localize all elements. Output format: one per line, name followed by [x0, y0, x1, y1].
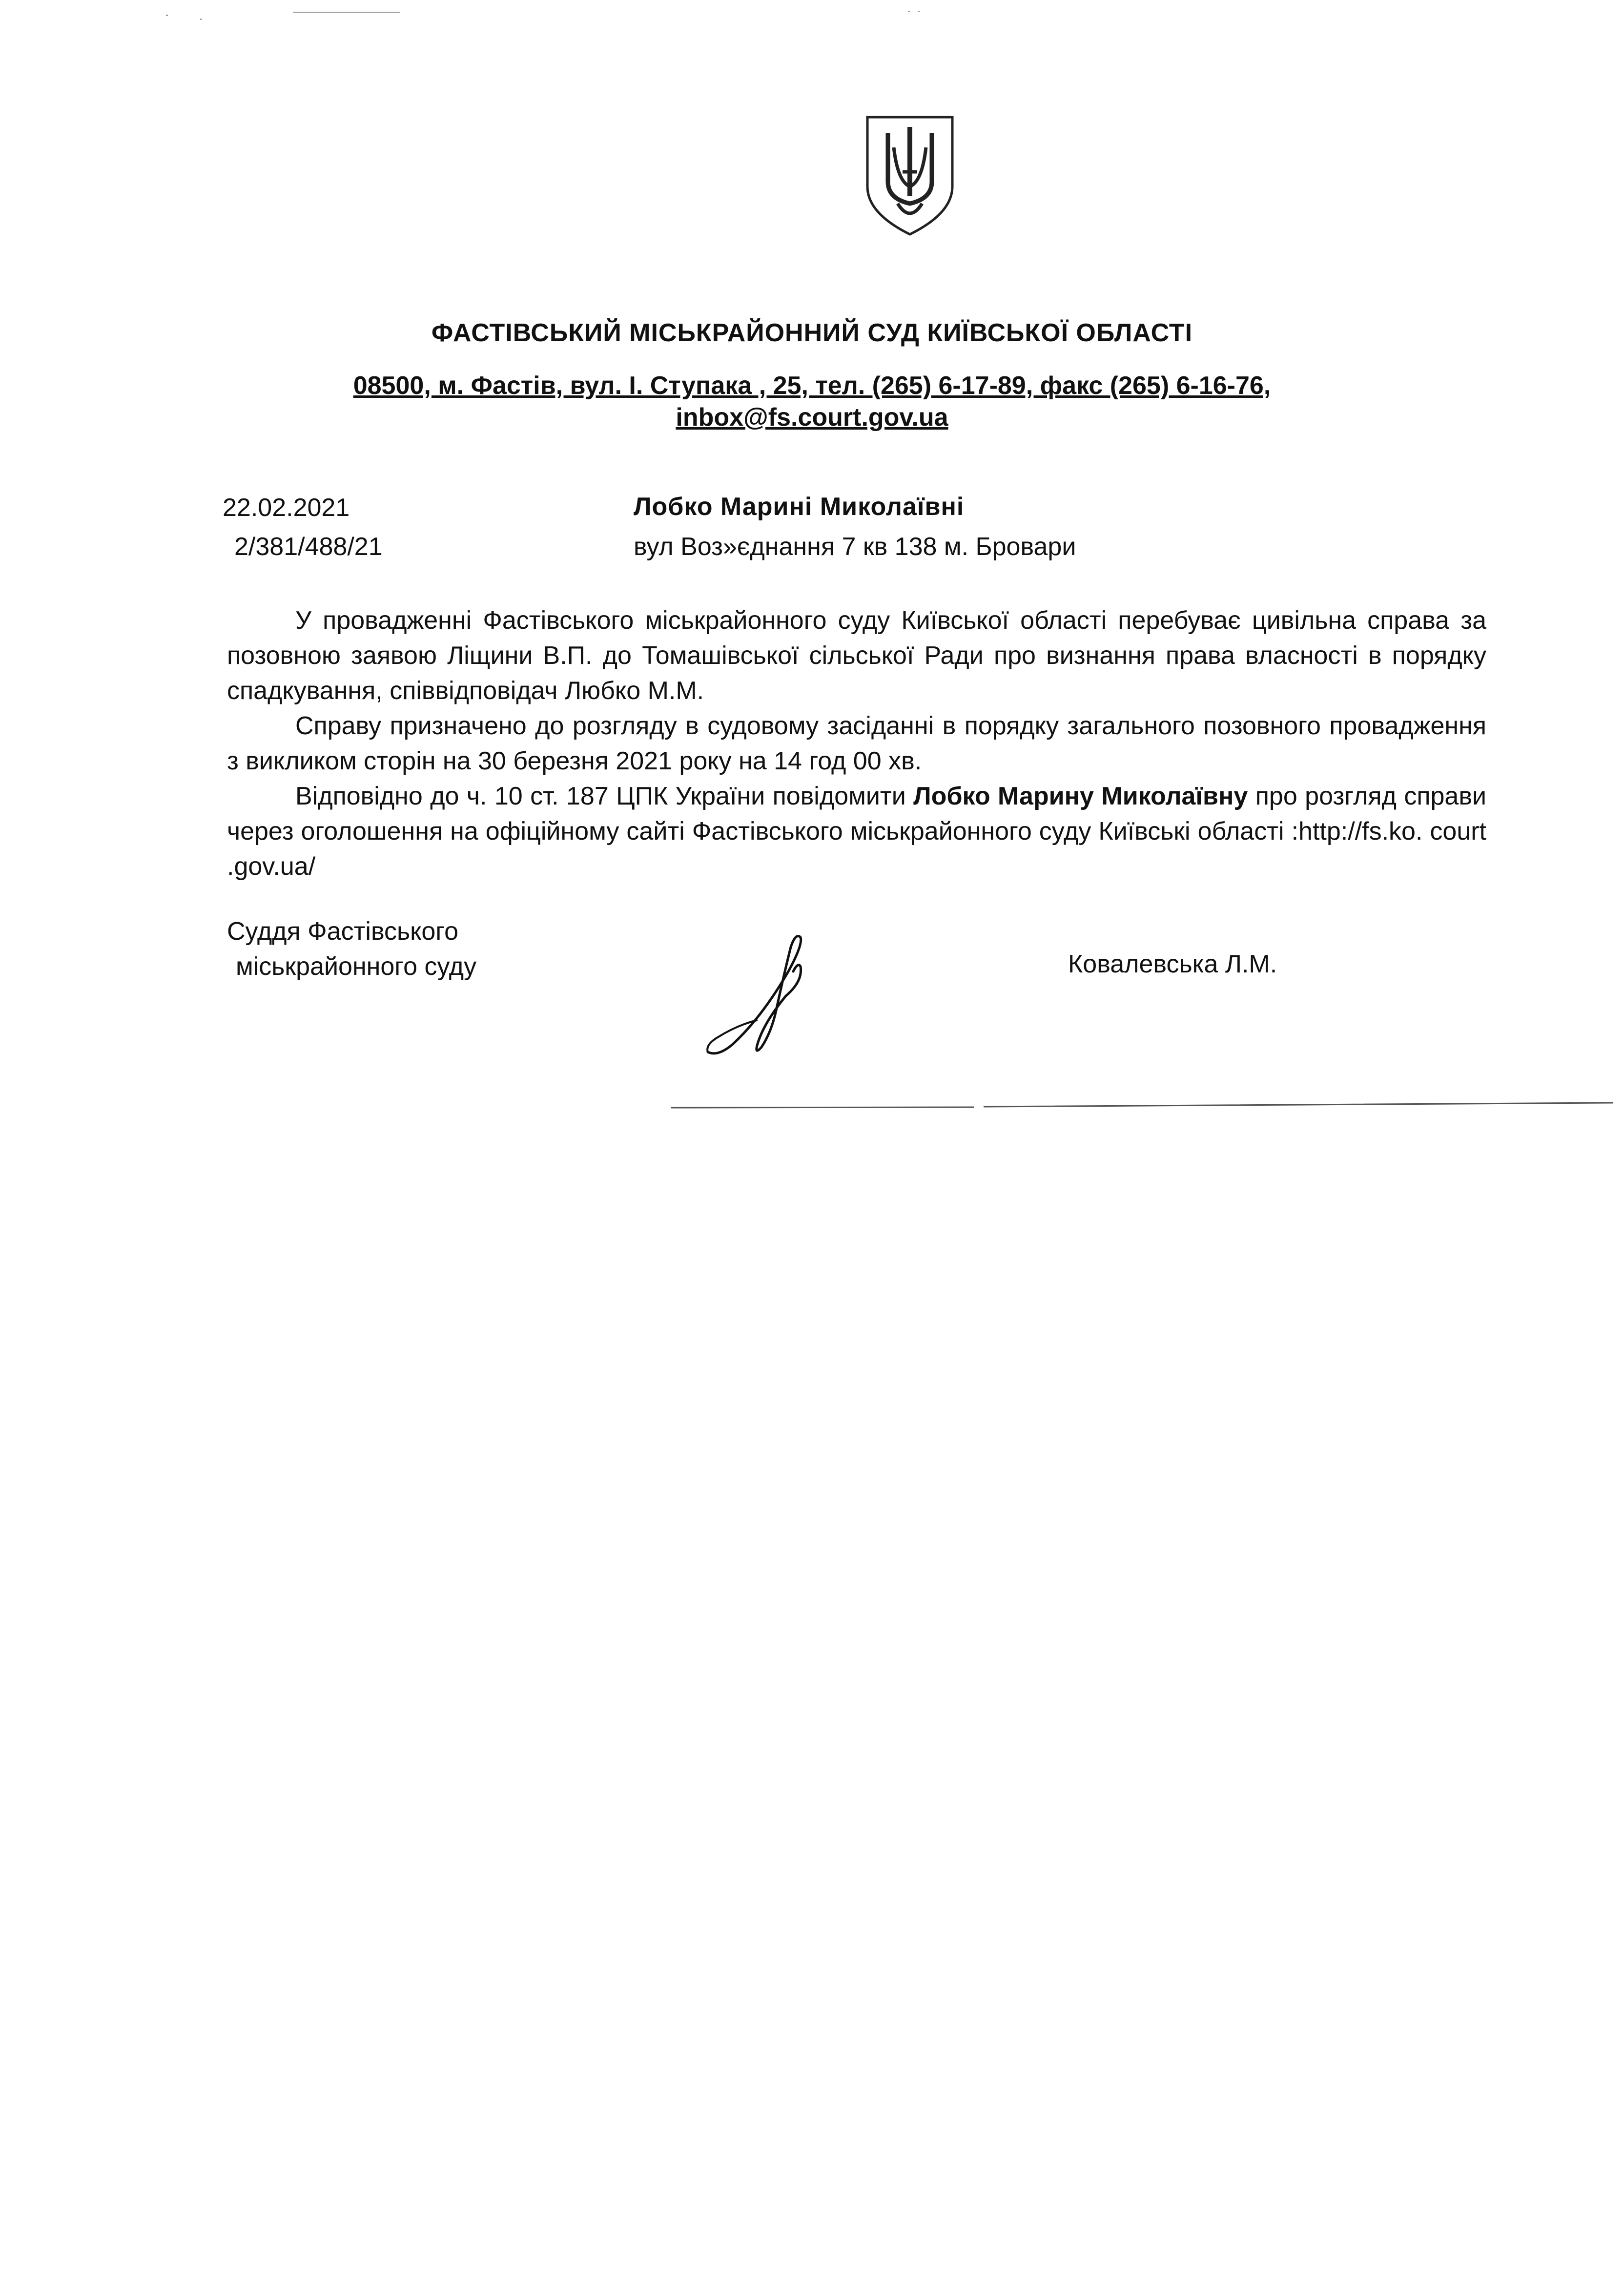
- body-paragraph-3: [227, 779, 1486, 884]
- recipient-name: Лобко Марині Миколаївні: [634, 493, 965, 521]
- handwritten-signature: [703, 928, 820, 1059]
- coat-of-arms-icon: [863, 113, 956, 238]
- notified-person-name: Лобко Марину Миколаївну: [913, 782, 1248, 810]
- body-paragraph-3-start: Відповідно до ч. 10 ст. 187 ЦПК України повідомити: [295, 782, 914, 810]
- letter-body: [227, 603, 1486, 884]
- judge-title-line-2: міськрайонного суду: [236, 952, 477, 981]
- scan-artifact-line: [671, 1101, 1613, 1111]
- court-address: 08500, м. Фастів, вул. І. Ступака , 25, тел. (265) 6-17-89, факс (265) 6-16-76,: [353, 372, 1271, 400]
- document-date: 22.02.2021: [223, 494, 350, 522]
- scan-noise: [0, 0, 1624, 29]
- body-paragraph-2: Справу призначено до розгляду в судовому засіданні в порядку загального позовного провадження з викликом сторін на 30 березня 2021 року на 14 год 00 хв.: [227, 712, 1486, 775]
- judge-title: [227, 914, 476, 984]
- recipient-address: вул Воз»єднання 7 кв 138 м. Бровари: [634, 533, 1076, 561]
- body-paragraph-3-end: про розгляд справи через оголошення на офіційному сайті Фастівського міськрайонного суду Київські області :http://fs.ko. court .gov.ua/: [227, 782, 1487, 881]
- case-number: 2/381/488/21: [234, 533, 383, 561]
- court-name: ФАСТІВСЬКИЙ МІСЬКРАЙОННИЙ СУД КИЇВСЬКОЇ ОБЛАСТІ: [431, 319, 1193, 347]
- judge-title-line-1: Суддя Фастівського: [227, 917, 459, 946]
- judge-name: Ковалевська Л.М.: [1068, 950, 1277, 978]
- court-email: inbox@fs.court.gov.ua: [676, 403, 948, 432]
- body-paragraph-1: У провадженні Фастівського міськрайонного суду Київської області перебуває цивільна справа за позовною заявою Ліщини В.П. до Томашівської сільської Ради про визнання права власності в порядку спадкування, співвідповідач Любко М.М.: [227, 606, 1486, 705]
